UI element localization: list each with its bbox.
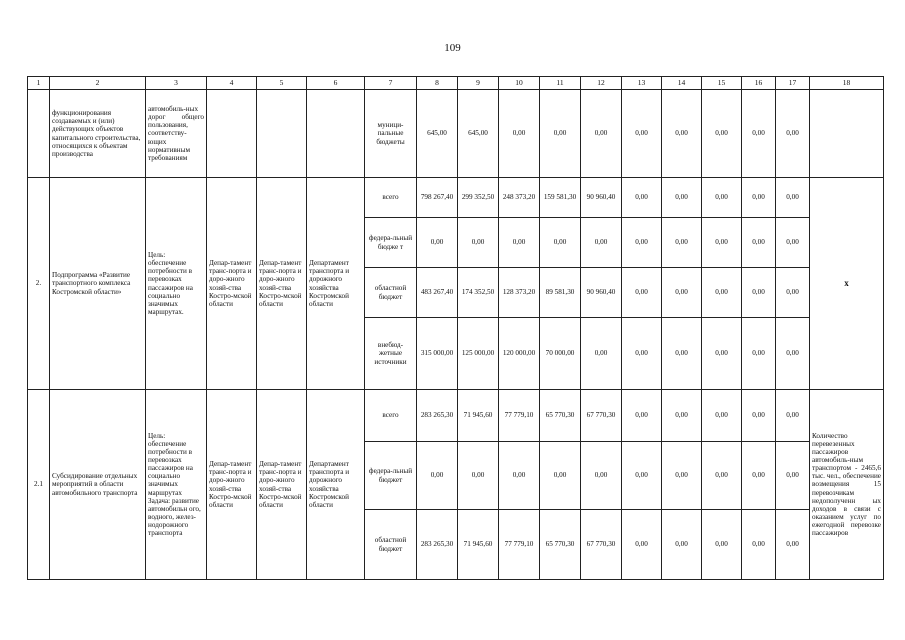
continuation-row [28, 90, 884, 178]
value-cell: 65 770,30 [540, 510, 581, 580]
row-exec-5: Депар-тамент транс-порта и доро-жного хозяй-ства Костро-мской области [257, 390, 307, 580]
cont-exec-4 [207, 90, 257, 178]
value-cell: 0,00 [662, 442, 702, 510]
cont-name: функционирования создаваемых и (или) действующих объектов капитального строительства, относящихся к объектам производства [50, 90, 146, 178]
column-number-header: 4 [207, 77, 257, 90]
value-cell: 0,00 [742, 218, 776, 268]
value-cell: 125 000,00 [458, 318, 499, 390]
value-cell: 0,00 [540, 218, 581, 268]
value-cell: 283 265,30 [417, 510, 458, 580]
value-cell: 0,00 [662, 218, 702, 268]
row-result: Количество перевезенных пассажиров автомобиль-ным транспортом - 2465,6 тыс. чел., обеспечение возмещения 15 перевозчикам недополученн ых доходов в связи с оказанием услуг по ежегодной перевозке пассажиров [810, 390, 884, 580]
column-number-header: 8 [417, 77, 458, 90]
value-cell: 128 373,20 [499, 268, 540, 318]
cont-result [810, 90, 884, 178]
value-cell: 0,00 [702, 442, 742, 510]
value-cell: 283 265,30 [417, 390, 458, 442]
value-cell: 174 352,50 [458, 268, 499, 318]
value-cell: 77 779,10 [499, 510, 540, 580]
column-number-header: 7 [365, 77, 417, 90]
value-cell: 71 945,60 [458, 510, 499, 580]
row-exec-6: Департамент транспорта и дорожного хозяйства Костромской области [307, 178, 365, 390]
value-cell: 0,00 [662, 510, 702, 580]
value-cell: 0,00 [662, 318, 702, 390]
program-budget-table [27, 76, 884, 580]
value-cell: 0,00 [499, 218, 540, 268]
value-cell: 0,00 [458, 218, 499, 268]
cont-value: 0,00 [742, 90, 776, 178]
cont-number [28, 90, 50, 178]
value-cell: 159 581,30 [540, 178, 581, 218]
value-cell: 0,00 [662, 390, 702, 442]
value-cell: 0,00 [776, 510, 810, 580]
value-cell: 0,00 [581, 442, 622, 510]
value-cell: 315 000,00 [417, 318, 458, 390]
source-label: федера-льный бюдже т [365, 218, 417, 268]
cont-value: 0,00 [581, 90, 622, 178]
value-cell: 0,00 [702, 390, 742, 442]
value-cell: 77 779,10 [499, 390, 540, 442]
value-cell: 0,00 [776, 318, 810, 390]
value-cell: 0,00 [622, 218, 662, 268]
value-cell: 0,00 [776, 390, 810, 442]
value-cell: 0,00 [702, 218, 742, 268]
value-cell: 89 581,30 [540, 268, 581, 318]
column-number-header: 5 [257, 77, 307, 90]
value-cell: 798 267,40 [417, 178, 458, 218]
cont-value: 645,00 [417, 90, 458, 178]
column-number-header: 17 [776, 77, 810, 90]
row-goal: Цель: обеспечение потребности в перевозках пассажиров на социально значимых маршрутах Задача: развитие автомобильн ого, водного, желез-нодорожного транспорта [146, 390, 207, 580]
cont-value: 0,00 [776, 90, 810, 178]
page-number: 109 [444, 42, 461, 54]
value-cell: 0,00 [742, 442, 776, 510]
value-cell: 0,00 [622, 442, 662, 510]
value-cell: 0,00 [662, 268, 702, 318]
column-number-header: 11 [540, 77, 581, 90]
row-exec-6: Департамент транспорта и дорожного хозяйства Костромской области [307, 390, 365, 580]
value-cell: 0,00 [742, 318, 776, 390]
value-cell: 0,00 [581, 218, 622, 268]
value-cell: 71 945,60 [458, 390, 499, 442]
value-cell: 248 373,20 [499, 178, 540, 218]
value-cell: 0,00 [742, 390, 776, 442]
value-cell: 0,00 [458, 442, 499, 510]
value-cell: 65 770,30 [540, 390, 581, 442]
value-cell: 0,00 [702, 178, 742, 218]
value-cell: 0,00 [417, 218, 458, 268]
value-cell: 0,00 [742, 268, 776, 318]
subprogram-row-total [28, 178, 884, 218]
cont-exec-5 [257, 90, 307, 178]
value-cell: 0,00 [742, 510, 776, 580]
value-cell: 0,00 [622, 178, 662, 218]
source-label: всего [365, 390, 417, 442]
value-cell: 299 352,50 [458, 178, 499, 218]
cont-exec-6 [307, 90, 365, 178]
cont-value: 0,00 [499, 90, 540, 178]
column-number-header: 3 [146, 77, 207, 90]
value-cell: 70 000,00 [540, 318, 581, 390]
column-number-header: 14 [662, 77, 702, 90]
column-number-header: 16 [742, 77, 776, 90]
cont-value: 0,00 [702, 90, 742, 178]
value-cell: 0,00 [702, 268, 742, 318]
value-cell: 0,00 [776, 218, 810, 268]
row-exec-4: Депар-тамент транс-порта и доро-жного хозяй-ства Костро-мской области [207, 178, 257, 390]
row-number: 2. [28, 178, 50, 390]
column-number-header: 15 [702, 77, 742, 90]
measure-row-total [28, 390, 884, 442]
row-result: x [810, 178, 884, 390]
source-label: областной бюджет [365, 268, 417, 318]
column-number-header: 1 [28, 77, 50, 90]
row-number: 2.1 [28, 390, 50, 580]
cont-value: 645,00 [458, 90, 499, 178]
value-cell: 0,00 [742, 178, 776, 218]
cont-value: 0,00 [540, 90, 581, 178]
source-label: федера-льный бюджет [365, 442, 417, 510]
value-cell: 0,00 [776, 268, 810, 318]
cont-value: 0,00 [662, 90, 702, 178]
value-cell: 0,00 [540, 442, 581, 510]
header-row [28, 77, 884, 90]
value-cell: 0,00 [499, 442, 540, 510]
value-cell: 0,00 [776, 442, 810, 510]
value-cell: 0,00 [776, 178, 810, 218]
column-number-header: 18 [810, 77, 884, 90]
column-number-header: 6 [307, 77, 365, 90]
row-exec-4: Депар-тамент транс-порта и доро-жного хозяй-ства Костро-мской области [207, 390, 257, 580]
row-goal: Цель: обеспечение потребности в перевозках пассажиров на социально значимых маршрутах. [146, 178, 207, 390]
cont-value: 0,00 [622, 90, 662, 178]
row-name: Подпрограмма «Развитие транспортного комплекса Костромской области» [50, 178, 146, 390]
column-number-header: 12 [581, 77, 622, 90]
cont-goal: автомобиль-ных дорог общего пользования, соответству-ющих нормативным требованиям [146, 90, 207, 178]
source-label: областной бюджет [365, 510, 417, 580]
source-label: внебюд-жетные источники [365, 318, 417, 390]
value-cell: 0,00 [622, 390, 662, 442]
value-cell: 120 000,00 [499, 318, 540, 390]
source-label: всего [365, 178, 417, 218]
value-cell: 483 267,40 [417, 268, 458, 318]
value-cell: 0,00 [622, 510, 662, 580]
value-cell: 90 960,40 [581, 268, 622, 318]
column-number-header: 2 [50, 77, 146, 90]
value-cell: 67 770,30 [581, 390, 622, 442]
value-cell: 0,00 [581, 318, 622, 390]
value-cell: 90 960,40 [581, 178, 622, 218]
value-cell: 0,00 [622, 268, 662, 318]
row-name: Субсидирование отдельных мероприятий в области автомобильного транспорта [50, 390, 146, 580]
column-number-header: 9 [458, 77, 499, 90]
value-cell: 67 770,30 [581, 510, 622, 580]
column-number-header: 10 [499, 77, 540, 90]
column-number-header: 13 [622, 77, 662, 90]
value-cell: 0,00 [622, 318, 662, 390]
value-cell: 0,00 [702, 318, 742, 390]
value-cell: 0,00 [662, 178, 702, 218]
value-cell: 0,00 [702, 510, 742, 580]
cont-source: муници-пальные бюджеты [365, 90, 417, 178]
row-exec-5: Депар-тамент транс-порта и доро-жного хозяй-ства Костро-мской области [257, 178, 307, 390]
value-cell: 0,00 [417, 442, 458, 510]
